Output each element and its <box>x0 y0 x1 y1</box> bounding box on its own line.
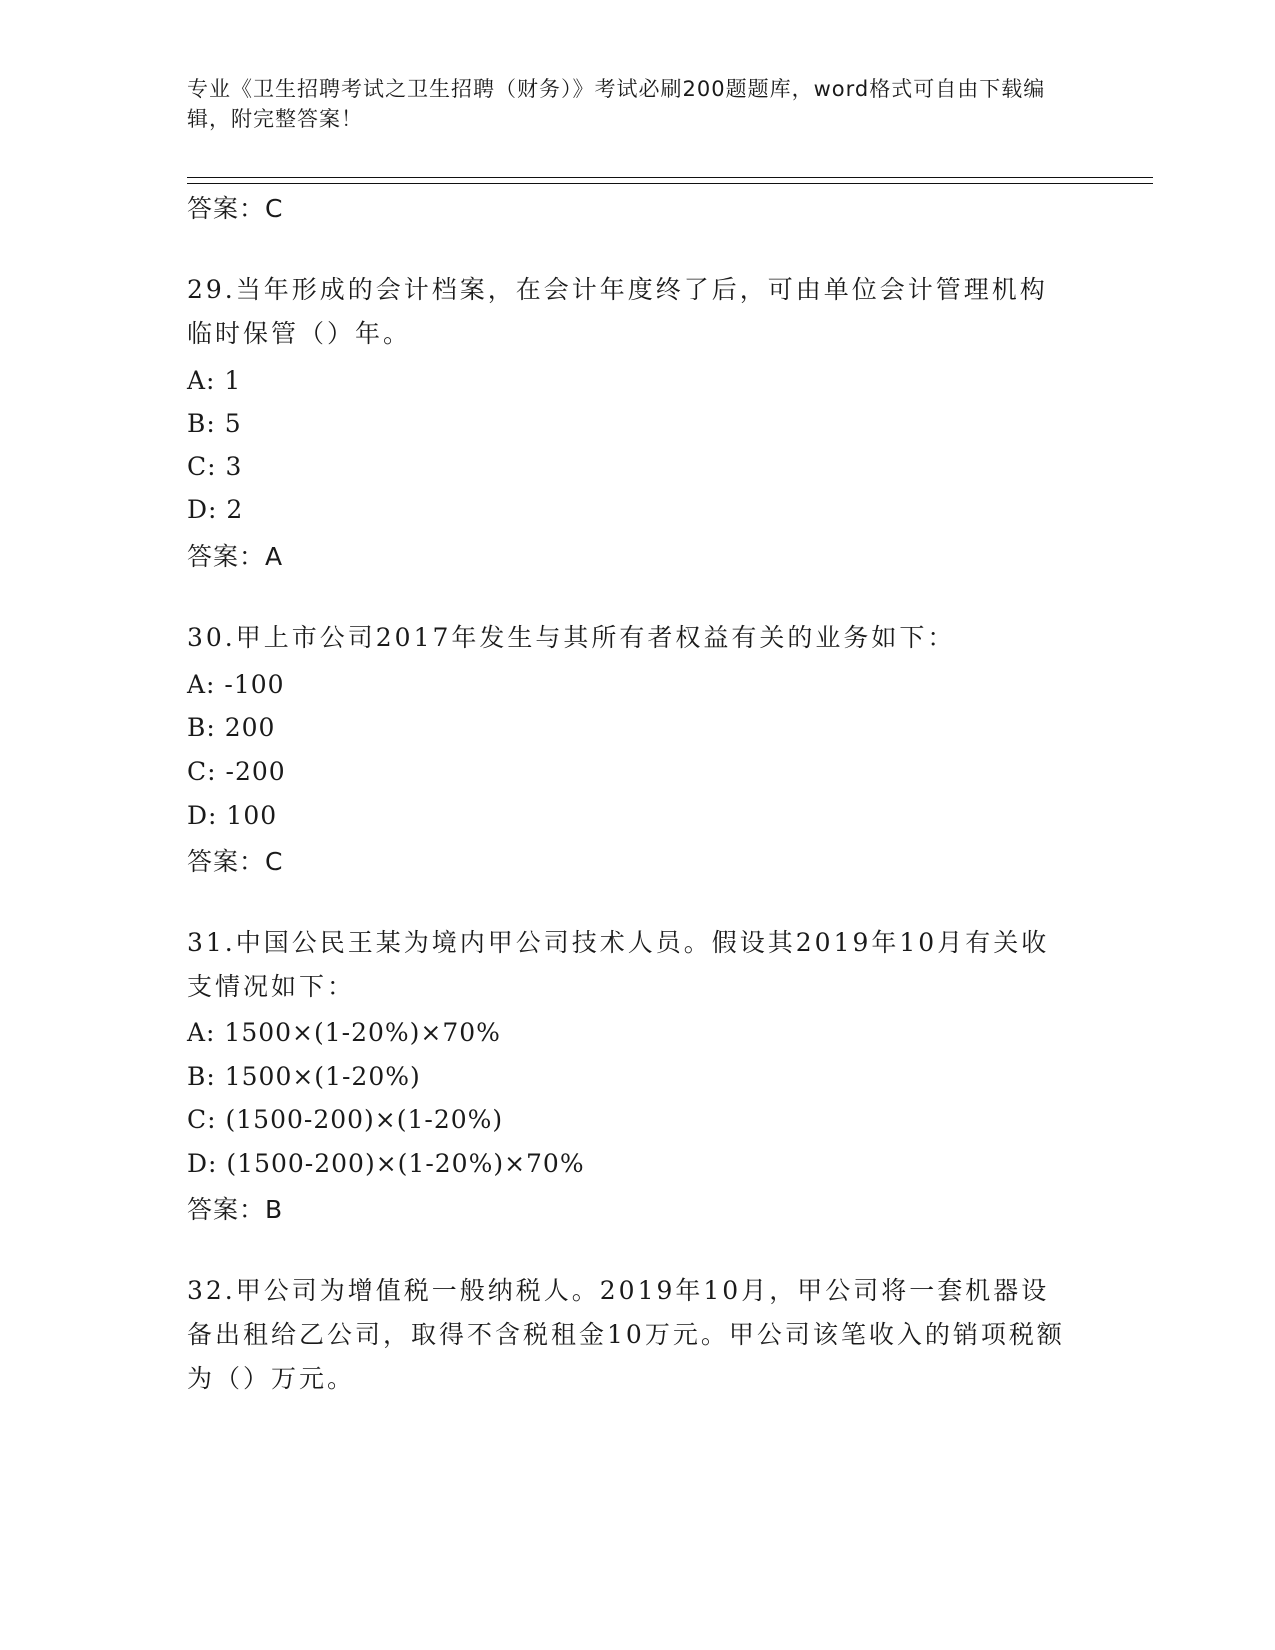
question-29-option-c: C: 3 <box>187 452 243 481</box>
answer-previous: 答案：C <box>187 194 284 223</box>
question-31-option-a: A: 1500×(1-20%)×70% <box>187 1018 501 1047</box>
question-29-stem: 29.当年形成的会计档案，在会计年度终了后，可由单位会计管理机构临时保管（）年。 <box>187 275 1048 348</box>
question-29-option-a: A: 1 <box>187 366 242 395</box>
question-31-answer: 答案：B <box>187 1195 284 1224</box>
question-29-answer: 答案：A <box>187 542 284 571</box>
question-30-answer: 答案：C <box>187 847 284 876</box>
document-header: 专业《卫生招聘考试之卫生招聘（财务）》考试必刷200题题库，word格式可自由下载编辑，附完整答案！ <box>187 77 1046 131</box>
question-30-option-b: B: 200 <box>187 713 276 742</box>
question-30-option-c: C: -200 <box>187 757 286 786</box>
question-30-option-d: D: 100 <box>187 801 278 830</box>
question-31-option-d: D: (1500-200)×(1-20%)×70% <box>187 1149 585 1178</box>
question-31-option-b: B: 1500×(1-20%) <box>187 1062 421 1091</box>
question-29-option-b: B: 5 <box>187 409 242 438</box>
header-divider-top <box>187 177 1153 178</box>
header-divider-bottom <box>187 183 1153 184</box>
question-31-stem: 31.中国公民王某为境内甲公司技术人员。假设其2019年10月有关收支情况如下： <box>187 928 1050 1001</box>
question-32-stem: 32.甲公司为增值税一般纳税人。2019年10月，甲公司将一套机器设备出租给乙公司，取得不含税租金10万元。甲公司该笔收入的销项税额为（）万元。 <box>187 1276 1065 1393</box>
question-31-option-c: C: (1500-200)×(1-20%) <box>187 1105 504 1134</box>
question-30-option-a: A: -100 <box>187 670 285 699</box>
question-30-stem: 30.甲上市公司2017年发生与其所有者权益有关的业务如下： <box>187 623 956 652</box>
question-29-option-d: D: 2 <box>187 495 244 524</box>
